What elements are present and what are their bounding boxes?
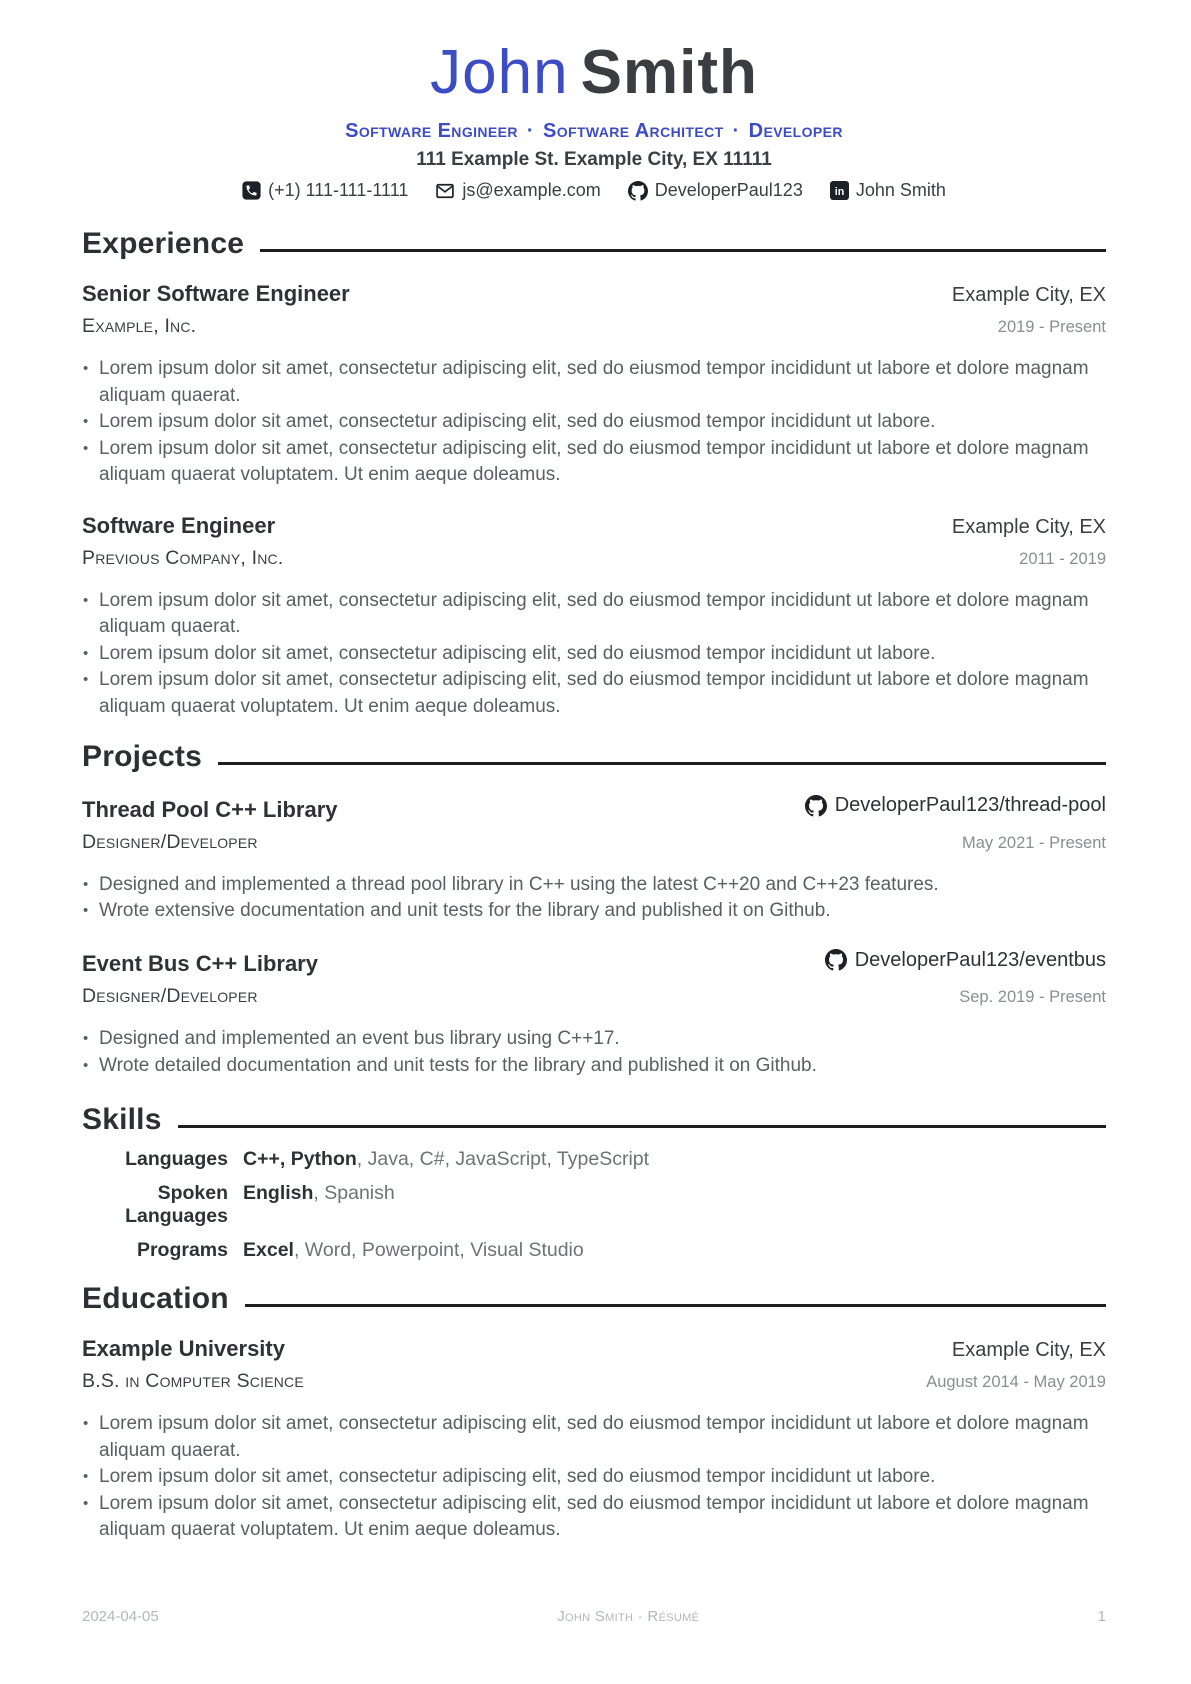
bullet-item: • Designed and implemented a thread pool library in C++ using the latest C++20 and C++23 features.: [82, 872, 1106, 899]
job-location: Example City, EX: [951, 284, 1106, 306]
skill-values-rest: , Spanish: [313, 1182, 395, 1204]
envelope-icon: [435, 181, 455, 201]
section-experience: [82, 227, 1106, 720]
footer-date: 2024-04-05: [82, 1608, 159, 1625]
project-entry: [82, 794, 1106, 925]
section-rule: [178, 1125, 1106, 1128]
project-dates: May 2021 - Present: [962, 833, 1106, 852]
section-rule: [260, 249, 1106, 252]
degree-name: B.S. in Computer Science: [82, 1370, 304, 1392]
experience-entry: [82, 513, 1106, 721]
bullet-item: • Lorem ipsum dolor sit amet, consectetur adipiscing elit, sed do eiusmod tempor incididunt ut labore.: [82, 1464, 1106, 1491]
tagline-1: Software Engineer: [345, 120, 518, 142]
company-name: Example, Inc.: [82, 315, 197, 337]
section-rule: [218, 762, 1106, 765]
resume-header: [82, 0, 1106, 201]
section-title: Projects: [82, 740, 202, 773]
tagline-2: Software Architect: [542, 120, 724, 142]
repo-path: DeveloperPaul123/thread-pool: [834, 794, 1106, 816]
skill-values-bold: English: [243, 1182, 314, 1204]
project-title: Thread Pool C++ Library: [82, 796, 338, 822]
school-name: Example University: [82, 1336, 285, 1361]
tagline-3: Developer: [748, 120, 843, 142]
project-repo-link[interactable]: [805, 794, 1106, 817]
tagline-separator: ·: [526, 120, 534, 142]
github-icon: [805, 795, 827, 817]
section-education: [82, 1282, 1106, 1544]
skill-values-bold: Excel: [243, 1239, 294, 1261]
github-icon: [825, 949, 847, 971]
bullet-item: • Lorem ipsum dolor sit amet, consectetur adipiscing elit, sed do eiusmod tempor incididunt ut labore et dolore magnam aliquam quaerat voluptatem. Ut enim aeque doleamus.: [82, 436, 1106, 489]
bullet-item: • Lorem ipsum dolor sit amet, consectetur adipiscing elit, sed do eiusmod tempor incididunt ut labore et dolore magnam aliquam quaerat.: [82, 356, 1106, 409]
github-contact[interactable]: [628, 180, 803, 201]
project-repo-link[interactable]: [825, 949, 1106, 972]
job-title: Senior Software Engineer: [82, 281, 350, 306]
skill-row-spoken-languages: [82, 1182, 1106, 1228]
footer-title: John Smith · Résumé: [557, 1608, 700, 1625]
resume-page: [82, 0, 1106, 1544]
last-name: Smith: [580, 38, 758, 107]
email-contact[interactable]: [435, 180, 600, 201]
skill-values: [243, 1148, 649, 1171]
school-location: Example City, EX: [951, 1339, 1106, 1361]
bullet-item: • Wrote extensive documentation and unit tests for the library and published it on Github.: [82, 898, 1106, 925]
footer-page-number: 1: [1097, 1608, 1106, 1625]
bullet-list: [82, 872, 1106, 925]
bullet-item: • Lorem ipsum dolor sit amet, consectetur adipiscing elit, sed do eiusmod tempor incididunt ut labore.: [82, 641, 1106, 668]
section-skills: [82, 1103, 1106, 1262]
section-header: [82, 1103, 1106, 1137]
job-title: Software Engineer: [82, 512, 276, 538]
education-entry: [82, 1336, 1106, 1544]
first-name: John: [430, 38, 569, 107]
tagline-separator: ·: [732, 120, 740, 142]
skill-values-bold: C++, Python: [243, 1148, 357, 1170]
skill-label: Spoken Languages: [125, 1182, 228, 1227]
email-address: js@example.com: [462, 180, 601, 200]
project-title: Event Bus C++ Library: [82, 951, 318, 976]
linkedin-icon: [830, 181, 849, 200]
section-title: Experience: [82, 227, 245, 260]
project-dates: Sep. 2019 - Present: [959, 988, 1106, 1006]
section-header: [82, 740, 1106, 774]
bullet-item: • Lorem ipsum dolor sit amet, consectetur adipiscing elit, sed do eiusmod tempor incididunt ut labore et dolore magnam aliquam quaerat.: [82, 1411, 1106, 1464]
contact-row: [82, 180, 1106, 201]
project-role: Designer/Developer: [82, 830, 258, 853]
bullet-list: [82, 1411, 1106, 1544]
phone-contact[interactable]: [242, 180, 408, 201]
project-role: Designer/Developer: [82, 985, 258, 1007]
github-handle: DeveloperPaul123: [654, 180, 803, 200]
phone-icon: [242, 181, 261, 200]
bullet-item: • Lorem ipsum dolor sit amet, consectetur adipiscing elit, sed do eiusmod tempor incididunt ut labore et dolore magnam aliquam quaerat voluptatem. Ut enim aeque doleamus.: [82, 1491, 1106, 1544]
job-dates: 2019 - Present: [997, 318, 1106, 336]
section-title: Education: [82, 1282, 229, 1315]
bullet-list: [82, 588, 1106, 721]
skill-values: [243, 1239, 584, 1262]
section-rule: [245, 1304, 1106, 1307]
skill-values-rest: , Java, C#, JavaScript, TypeScript: [356, 1148, 650, 1170]
phone-number: (+1) 111-111-1111: [268, 180, 409, 200]
github-icon: [628, 181, 648, 201]
svg-text:in: in: [834, 185, 845, 198]
skill-row-programs: [82, 1239, 1106, 1262]
job-location: Example City, EX: [951, 515, 1106, 538]
section-title: Skills: [82, 1103, 162, 1136]
person-name: [82, 38, 1106, 107]
project-entry: [82, 949, 1106, 1080]
taglines: [82, 120, 1106, 143]
skill-values: [243, 1182, 395, 1205]
section-projects: [82, 740, 1106, 1079]
linkedin-name: John Smith: [855, 180, 946, 200]
bullet-list: [82, 1026, 1106, 1079]
linkedin-contact[interactable]: [830, 180, 946, 201]
bullet-item: • Lorem ipsum dolor sit amet, consectetur adipiscing elit, sed do eiusmod tempor incididunt ut labore et dolore magnam aliquam quaerat voluptatem. Ut enim aeque doleamus.: [82, 667, 1106, 720]
experience-entry: [82, 281, 1106, 489]
address-line: 111 Example St. Example City, EX 11111: [416, 149, 772, 170]
bullet-item: • Lorem ipsum dolor sit amet, consectetur adipiscing elit, sed do eiusmod tempor incididunt ut labore.: [82, 409, 1106, 436]
section-header: [82, 1282, 1106, 1316]
bullet-item: • Lorem ipsum dolor sit amet, consectetur adipiscing elit, sed do eiusmod tempor incididunt ut labore et dolore magnam aliquam quaerat.: [82, 588, 1106, 641]
section-header: [82, 227, 1106, 261]
repo-path: DeveloperPaul123/eventbus: [854, 948, 1106, 971]
page-footer: [82, 1608, 1106, 1625]
skill-label: Languages: [125, 1148, 228, 1170]
skill-row-languages: [82, 1148, 1106, 1171]
skill-values-rest: , Word, Powerpoint, Visual Studio: [293, 1239, 584, 1261]
skill-label: Programs: [136, 1239, 228, 1261]
bullet-list: [82, 356, 1106, 489]
education-dates: August 2014 - May 2019: [926, 1373, 1106, 1391]
company-name: Previous Company, Inc.: [82, 546, 284, 569]
job-dates: 2011 - 2019: [1019, 549, 1106, 568]
bullet-item: • Wrote detailed documentation and unit tests for the library and published it on Github.: [82, 1053, 1106, 1080]
bullet-item: • Designed and implemented an event bus library using C++17.: [82, 1026, 1106, 1053]
